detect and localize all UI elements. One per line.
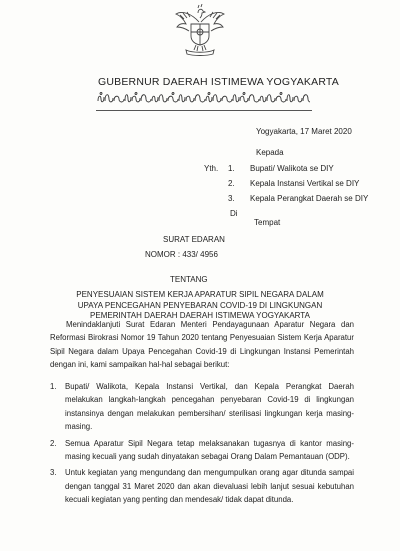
garuda-crest-icon [172,4,228,56]
list-item [50,380,354,434]
letter-number: NOMOR : 433/ 4956 [145,250,218,259]
kepada-label: Kepada [256,148,284,157]
letter-type: SURAT EDARAN [163,235,225,244]
recipient-item: Bupati/ Walikota se DIY [250,164,334,173]
list-number: 2. [50,438,57,448]
recipient-number: 1. [228,164,235,173]
list-text: Semua Aparatur Sipil Negara tetap melaksanakan tugasnya di kantor masing-masing kecuali yang sudah dinyatakan sebagai Orang Dalam Pemantauan (ODP). [65,438,354,462]
subject-line: PEMERINTAH DAERAH DAERAH ISTIMEWA YOGYAKARTA [90,311,310,321]
recipient-item: Kepala Perangkat Daerah se DIY [250,194,369,203]
list-text: Bupati/ Walikota, Kepala Instansi Vertikal, dan Kepala Perangkat Daerah melakukan langkah-langkah pencegahan penyebaran Covid-19 di lingkungan instansinya dengan melakukan pembersihan/ sterilisasi lingkungan kerja masing-masing. [65,382,354,432]
di-label: Di [230,209,238,218]
list-text: Untuk kegiatan yang mengundang dan mengumpulkan orang agar ditunda sampai dengan tanggal 31 Maret 2020 dan akan dievaluasi lebih lanjut sesuai kebutuhan kecuali kegiatan yang penting dan mendesak/ tidak dapat ditunda. [65,468,354,505]
list-number: 3. [50,468,57,478]
recipient-number: 3. [228,194,235,203]
javanese-script-line [96,91,310,105]
governor-heading: GUBERNUR DAERAH ISTIMEWA YOGYAKARTA [98,76,339,88]
list-item [50,466,354,506]
yth-label: Yth. [204,164,219,173]
subject-line: UPAYA PENCEGAHAN PENYEBARAN COVID-19 DI LINGKUNGAN [77,300,323,310]
subject-line: PENYESUAIAN SISTEM KERJA APARATUR SIPIL NEGARA DALAM [76,290,324,299]
date-line: Yogyakarta, 17 Maret 2020 [256,127,352,136]
tempat-label: Tempat [254,218,281,227]
tentang-label: TENTANG [170,275,208,284]
recipient-item: Kepala Instansi Vertikal se DIY [250,179,360,188]
instruction-list [50,380,354,510]
recipient-number: 2. [228,179,235,188]
header-rule [96,110,312,111]
list-number: 1. [50,382,57,391]
list-item [50,437,354,464]
intro-paragraph: Menindaklanjuti Surat Edaran Menteri Pendayagunaan Aparatur Negara dan Reformasi Birokrasi Nomor 19 Tahun 2020 tentang Penyesuaian Sistem Kerja Aparatur Sipil Negara dalam Upaya Pencegahan Covid-19 di Lingkungan Instansi Pemerintah dengan ini, kami sampaikan hal-hal sebagai berikut: [50,320,354,370]
